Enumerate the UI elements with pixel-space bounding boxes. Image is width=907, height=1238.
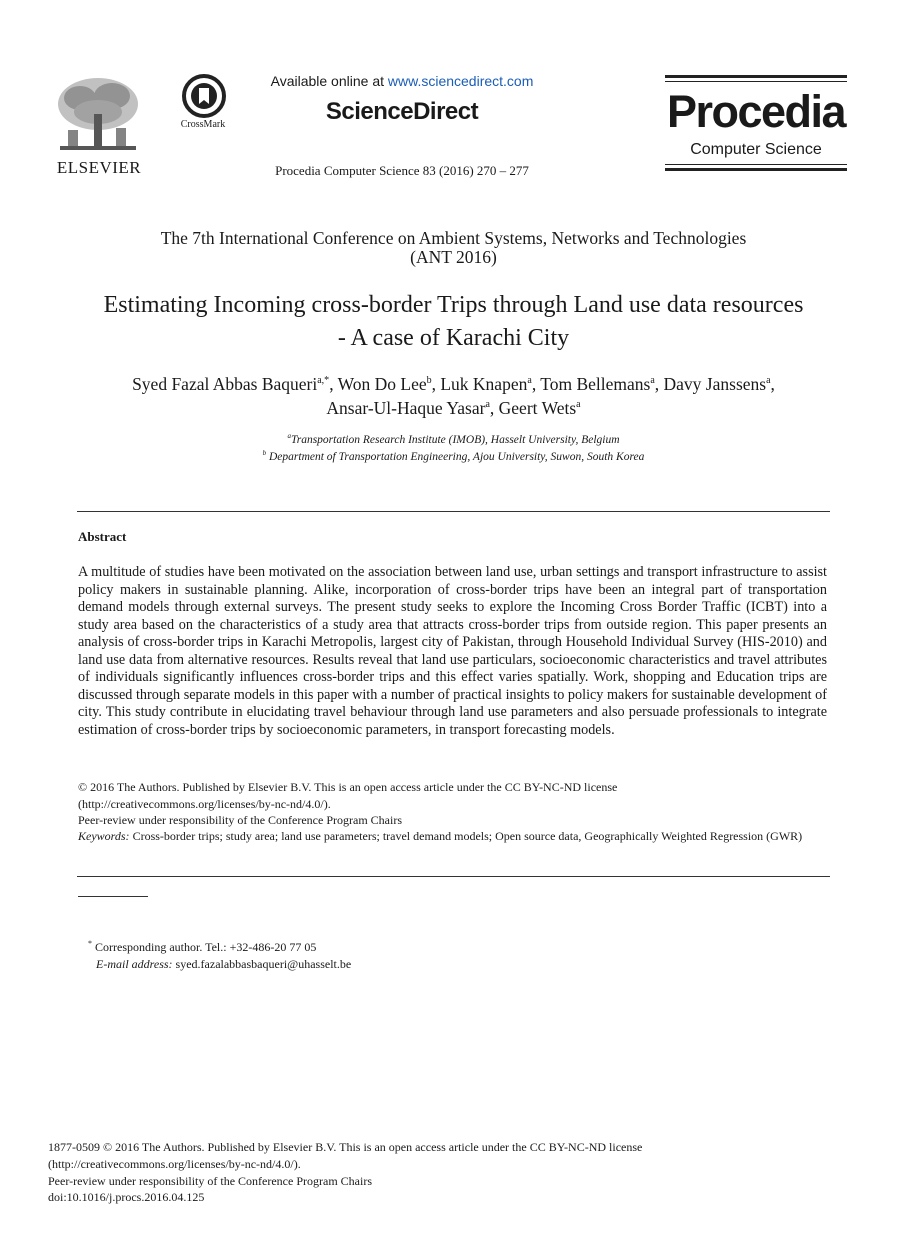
affiliation <box>100 449 807 466</box>
procedia-rule <box>665 164 847 165</box>
procedia-logo: Procedia <box>666 86 846 137</box>
email-address[interactable]: syed.fazalabbasbaqueri@uhasselt.be <box>172 957 352 971</box>
elsevier-wordmark: ELSEVIER <box>56 158 142 177</box>
author-affil-mark: b <box>426 375 432 387</box>
author-name: Tom Bellemans <box>540 374 651 394</box>
affiliations <box>100 432 807 466</box>
license-notice <box>78 779 827 829</box>
author-affil-mark: a <box>766 375 771 387</box>
author-affil-mark: a <box>527 375 532 387</box>
affil-text: Department of Transportation Engineering, Ajou University, Suwon, South Korea <box>266 451 645 463</box>
affiliation <box>100 432 807 449</box>
section-divider <box>77 511 830 512</box>
license-url[interactable]: (http://creativecommons.org/licenses/by-nc-nd/4.0/). <box>78 796 331 811</box>
author-separator: , <box>770 374 775 394</box>
available-prefix: Available online at <box>270 73 388 89</box>
author-line-2 <box>70 396 837 420</box>
author-name: Geert Wets <box>498 398 577 418</box>
procedia-rule <box>665 75 847 78</box>
available-online <box>230 73 574 89</box>
title-line-1: Estimating Incoming cross-border Trips through Land use data resources <box>103 292 804 318</box>
author-list <box>70 372 837 420</box>
bottom-publication-info <box>48 1139 868 1206</box>
author-name: Davy Janssens <box>663 374 767 394</box>
footnote-marker: * <box>88 939 92 948</box>
author-name: Won Do Lee <box>337 374 427 394</box>
keywords-list: Cross-border trips; study area; land use parameters; travel demand models; Open source data, Geographically Weighted Regression (GWR) <box>129 829 803 843</box>
footnote <box>88 935 788 973</box>
author-name: Luk Knapen <box>440 374 528 394</box>
conference-name <box>80 229 827 267</box>
elsevier-tree-logo <box>50 74 146 160</box>
conference-line-1: The 7th International Conference on Ambient Systems, Networks and Technologies <box>160 228 747 248</box>
footnote-rule <box>78 896 148 897</box>
corresponding-author <box>88 935 788 956</box>
author-name: Syed Fazal Abbas Baqueri <box>132 374 318 394</box>
author-separator: , <box>531 374 541 394</box>
license-url[interactable]: (http://creativecommons.org/licenses/by-nc-nd/4.0/). <box>48 1156 301 1171</box>
author-line-1 <box>70 372 837 396</box>
doi[interactable]: doi:10.1016/j.procs.2016.04.125 <box>48 1190 205 1205</box>
peer-review-note: Peer-review under responsibility of the Conference Program Chairs <box>78 813 402 827</box>
corresponding-text: Corresponding author. Tel.: +32-486-20 77 05 <box>92 940 317 954</box>
affil-mark: a <box>287 432 291 441</box>
procedia-rule <box>665 168 847 171</box>
sciencedirect-link[interactable]: www.sciencedirect.com <box>387 73 534 89</box>
procedia-subtitle: Computer Science <box>690 141 822 158</box>
author-separator: , <box>329 374 338 394</box>
abstract-heading: Abstract <box>78 529 127 544</box>
author-affil-mark: a <box>485 399 490 411</box>
abstract-body: A multitude of studies have been motivated on the association between land use, urban settings and transport infrastructure to assist policy makers in sustainable planning. Alike, incorporation of cross-border trips have been an integral part of transportation demand models through external surveys. The present study seeks to explore the Incoming Cross Border Traffic (ICBT) into a study area based on the characteristics of a study area that attracts cross-border trips from outside region. This paper presents an analysis of cross-border trips in Karachi Metropolis, largest city of Pakistan, through Household Individual Survey (HIS-2010) and land use data from alternative resources. Results reveal that land use particulars, socioeconomic characteristics and travel attributes of individuals significantly influences cross-border trips and this effect varies spatially. Work, shopping and Education trips are discussed through separate models in this paper with a number of practical insights to policy makers for sustainable development of city. This study contribute in elucidating travel behaviour through land use parameters and also persuade professionals to integrate estimation of cross-border trips by socioeconomic parameters, in transport forecasting models. <box>78 564 827 738</box>
journal-reference: Procedia Computer Science 83 (2016) 270 – 277 <box>275 163 529 178</box>
author-separator: , <box>431 374 441 394</box>
title-line-2: - A case of Karachi City <box>337 325 570 351</box>
author-affil-mark: a <box>650 375 655 387</box>
email-line <box>88 956 788 973</box>
crossmark-label: CrossMark <box>180 119 226 130</box>
author-name: Ansar-Ul-Haque Yasar <box>326 398 486 418</box>
procedia-rule <box>665 81 847 82</box>
paper-title <box>60 289 847 355</box>
section-divider <box>77 876 830 877</box>
peer-review-note: Peer-review under responsibility of the Conference Program Chairs <box>48 1173 372 1188</box>
author-separator: , <box>489 398 499 418</box>
affil-text: Transportation Research Institute (IMOB), Hasselt University, Belgium <box>290 434 620 446</box>
author-separator: , <box>654 374 664 394</box>
keywords <box>78 828 827 845</box>
affil-mark: b <box>262 449 267 458</box>
license-line: © 2016 The Authors. Published by Elsevier B.V. This is an open access article under the CC BY-NC-ND license <box>78 780 618 794</box>
issn-license: 1877-0509 © 2016 The Authors. Published by Elsevier B.V. This is an open access article under the CC BY-NC-ND license <box>48 1140 643 1154</box>
author-affil-mark: a <box>576 399 581 411</box>
email-label: E-mail address: <box>96 957 173 971</box>
author-affil-mark: a,* <box>317 375 330 387</box>
conference-line-2: (ANT 2016) <box>410 247 497 267</box>
keywords-label: Keywords: <box>78 829 130 843</box>
sciencedirect-logo: ScienceDirect <box>325 98 479 125</box>
